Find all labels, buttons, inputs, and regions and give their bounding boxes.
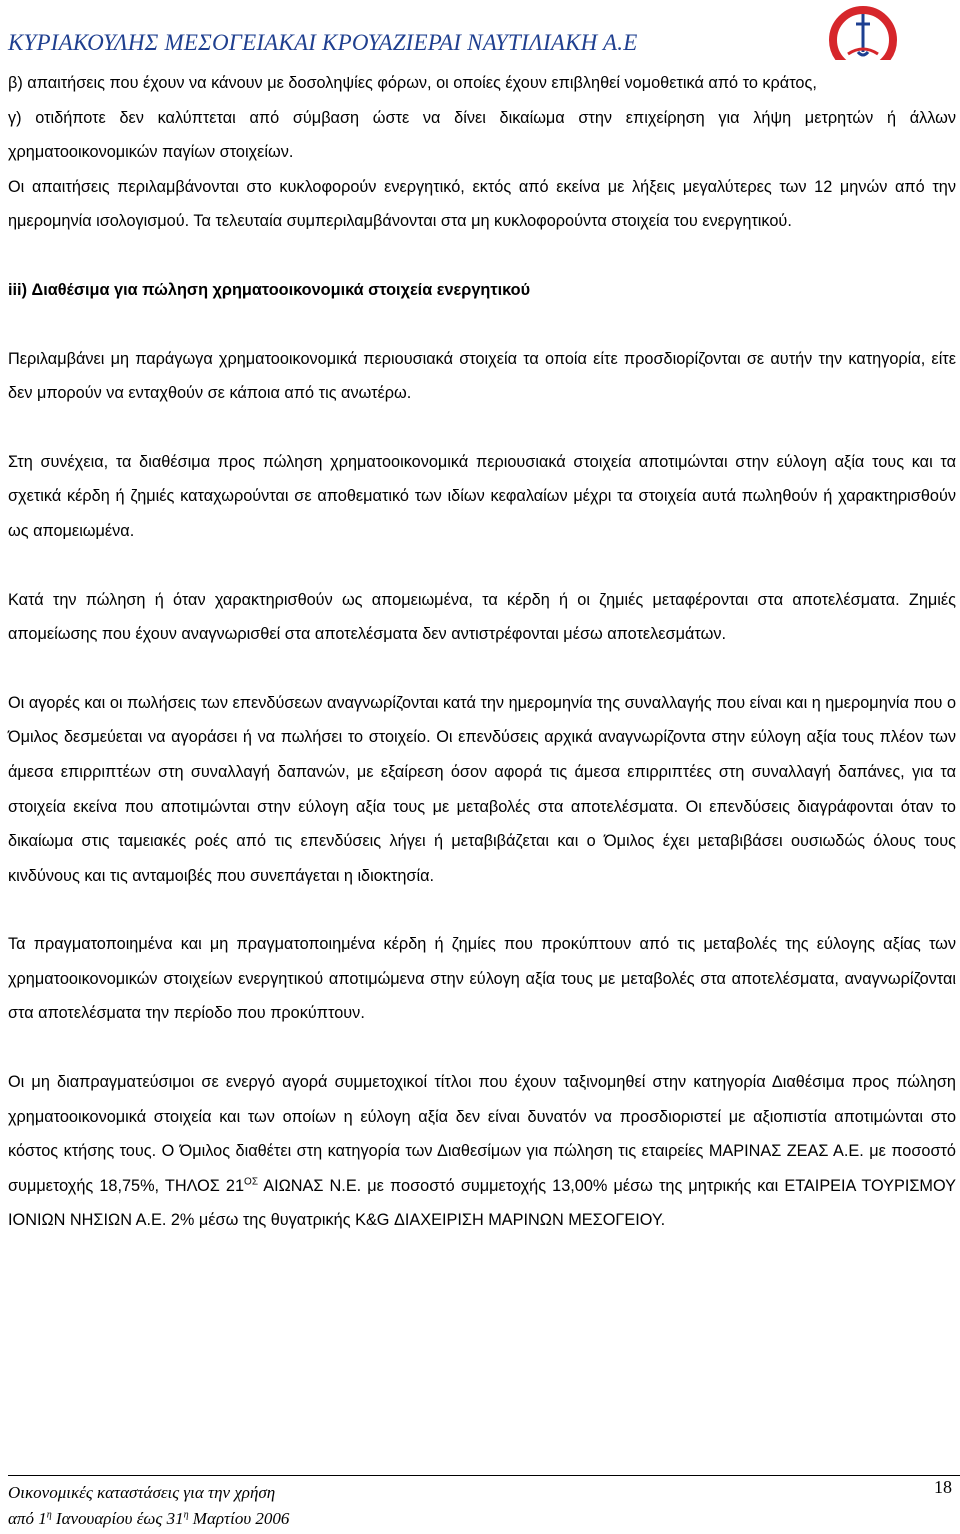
document-header-title: ΚΥΡΙΑΚΟΥΛΗΣ ΜΕΣΟΓΕΙΑΚΑΙ ΚΡΟΥΑΖΙΕΡΑΙ ΝΑΥΤΙΛΙΑΚΗ Α.Ε <box>8 30 638 55</box>
paragraph-b: β) απαιτήσεις που έχουν να κάνουν με δοσοληψίες φόρων, οι οποίες έχουν επιβληθεί νομοθετικά από το κράτος, <box>8 74 817 92</box>
company-logo <box>808 0 918 60</box>
section-heading: iii) Διαθέσιμα για πώληση χρηματοοικονομικά στοιχεία ενεργητικού <box>8 280 531 299</box>
footer-line-2: από $1^\eta$ Ιανουαρίου έως $31^\eta$ Μαρτίου 2006 <box>8 1509 290 1528</box>
paragraph-definition: Περιλαμβάνει μη παράγωγα χρηματοοικονομικά περιουσιακά στοιχεία τα οποία είτε προσδιορίζονται σε αυτήν την κατηγορία, είτε δεν μπορούν να ενταχθούν σε κάποια από τις ανωτέρω. <box>8 349 956 403</box>
paragraph-receivables: Οι απαιτήσεις περιλαμβάνονται στο κυκλοφορούν ενεργητικό, εκτός από εκείνα με λήξεις μεγαλύτερες των 12 μηνών από την ημερομηνία ισολογισμού. Τα τελευταία συμπεριλαμβάνονται στα μη κυκλοφορούντα στοιχεία του ενεργητικού. <box>8 177 956 231</box>
page-number: 18 <box>934 1477 952 1497</box>
paragraph-unlisted: Οι μη διαπραγματεύσιμοι σε ενεργό αγορά συμμετοχικοί τίτλοι που έχουν ταξινομηθεί στην κατηγορία Διαθέσιμα προς πώληση χρηματοοικονομικά στοιχεία και των οποίων η εύλογη αξία δεν είναι δυνατόν να προσδιοριστεί με αξιοπιστία αποτιμώνται στο κόστος κτήσης τους. Ο Όμιλος διαθέτει στη κατηγορία των Διαθεσίμων για πώληση τις εταιρείες ΜΑΡΙΝΑΣ ΖΕΑΣ Α.Ε. με ποσοστό συμμετοχής 18,75%, ΤΗΛΟΣ $21^{O\Sigma}$ ΑΙΩΝΑΣ Ν.Ε. με ποσοστό συμμετοχής 13,00% μέσω της μητρικής και ΕΤΑΙΡΕΙΑ ΤΟΥΡΙΣΜΟΥ ΙΟΝΙΩΝ ΝΗΣΙΩΝ Α.Ε. 2% μέσω της θυγατρικής K&G ΔΙΑΧΕΙΡΙΣΗ ΜΑΡΙΝΩΝ ΜΕΣΟΓΕΙΟΥ. <box>8 1073 956 1230</box>
footer-period <box>8 1480 289 1532</box>
footer-divider <box>8 1475 960 1476</box>
paragraph-c: γ) οτιδήποτε δεν καλύπτεται από σύμβαση ώστε να δίνει δικαίωμα στην επιχείρηση για λήψη μετρητών ή άλλων χρηματοοικονομικών παγίων στοιχείων. <box>8 108 956 162</box>
document-body <box>8 66 956 1272</box>
paragraph-sale: Κατά την πώληση ή όταν χαρακτηρισθούν ως απομειωμένα, τα κέρδη ή οι ζημιές μεταφέρονται στα αποτελέσματα. Ζημιές απομείωσης που έχουν αναγνωρισθεί στα αποτελέσματα δεν αντιστρέφονται μέσω αποτελεσμάτων. <box>8 590 956 644</box>
paragraph-gains: Τα πραγματοποιημένα και μη πραγματοποιημένα κέρδη ή ζημίες που προκύπτουν από τις μεταβολές της εύλογης αξίας των χρηματοοικονομικών στοιχείων ενεργητικού αποτιμώμενα στην εύλογη αξία τους με μεταβολές στα αποτελέσματα, αναγνωρίζονται στα αποτελέσματα την περίοδο που προκύπτουν. <box>8 935 956 1023</box>
paragraph-valuation: Στη συνέχεια, τα διαθέσιμα προς πώληση χρηματοοικονομικά περιουσιακά στοιχεία αποτιμώνται στην εύλογη αξία τους και τα σχετικά κέρδη ή ζημιές καταχωρούνται σε αποθεματικό των ιδίων κεφαλαίων μέχρι τα στοιχεία αυτά πωληθούν ή χαρακτηρισθούν ως απομειωμένα. <box>8 452 956 540</box>
footer-line-1: Οικονομικές καταστάσεις για την χρήση <box>8 1483 276 1502</box>
paragraph-purchases: Οι αγορές και οι πωλήσεις των επενδύσεων αναγνωρίζονται κατά την ημερομηνία της συναλλαγής που είναι και η ημερομηνία που ο Όμιλος δεσμεύεται να αγοράσει ή να πωλήσει το στοιχείο. Οι επενδύσεις αρχικά αναγνωρίζοντα στην εύλογη αξία τους πλέον των άμεσα επιρριπτέων στη συναλλαγή δαπανών, με εξαίρεση όσον αφορά τις άμεσα επιρριπτέες στη συναλλαγή δαπάνες, για τα στοιχεία εκείνα που αποτιμώνται στην εύλογη αξία τους με μεταβολές στα αποτελέσματα. Οι επενδύσεις διαγράφονται όταν το δικαίωμα στις ταμειακές ροές από τις επενδύσεις λήγει ή μεταβιβάζεται και ο Όμιλος έχει μεταβιβάσει ουσιωδώς όλους τους κινδύνους και τις ανταμοιβές που συνεπάγεται η ιδιοκτησία. <box>8 693 956 885</box>
